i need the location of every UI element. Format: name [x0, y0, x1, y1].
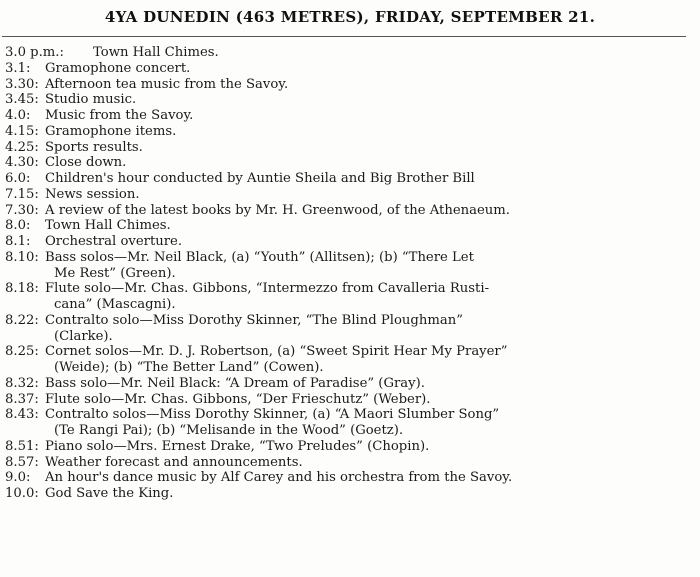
program-time: 4.15: — [5, 123, 39, 139]
program-entry — [5, 250, 695, 282]
program-listing — [5, 45, 695, 502]
program-entry — [5, 140, 695, 156]
program-entry-line — [5, 392, 695, 408]
program-entry-line — [5, 281, 695, 297]
program-entry — [5, 455, 695, 471]
program-description: Bass solos—Mr. Neil Black, (a) “Youth” (Allitsen); (b) “There Let — [45, 249, 474, 265]
program-time: 7.30: — [5, 202, 39, 218]
program-time: 3.30: — [5, 76, 39, 92]
program-time: 9.0: — [5, 470, 31, 486]
program-entry-line — [5, 155, 695, 171]
program-entry — [5, 486, 695, 502]
program-description: Bass solo—Mr. Neil Black: “A Dream of Paradise” (Gray). — [45, 375, 425, 391]
program-time: 4.0: — [5, 108, 31, 123]
program-entry — [5, 313, 695, 345]
program-description: Contralto solo—Miss Dorothy Skinner, “The Blind Ploughman” — [45, 312, 463, 328]
program-time: 4.25: — [5, 139, 39, 155]
program-entry-line — [5, 92, 695, 108]
program-description: Town Hall Chimes. — [45, 218, 171, 234]
page-title: 4YA DUNEDIN (463 METRES), FRIDAY, SEPTEMBER 21. — [104, 8, 596, 26]
program-time: 10.0: — [5, 486, 39, 501]
program-entry-line — [5, 250, 695, 266]
program-description-continued: (Weide); (b) “The Better Land” (Cowen). — [54, 360, 324, 375]
program-entry-line — [5, 486, 695, 502]
program-entry-line — [5, 407, 695, 423]
program-description: A review of the latest books by Mr. H. Greenwood, of the Athenaeum. — [45, 202, 510, 218]
program-description: Cornet solos—Mr. D. J. Robertson, (a) “Sweet Spirit Hear My Prayer” — [45, 344, 508, 360]
program-description: Gramophone items. — [45, 123, 177, 139]
program-description: Orchestral overture. — [45, 234, 183, 249]
program-entry-line — [5, 218, 695, 234]
program-entry — [5, 281, 695, 313]
program-entry-line — [5, 171, 695, 187]
program-description: Contralto solos—Miss Dorothy Skinner, (a) “A Maori Slumber Song” — [45, 407, 500, 423]
program-entry-line — [5, 376, 695, 392]
program-description: News session. — [45, 186, 140, 202]
program-entry-line — [5, 77, 695, 93]
program-description-continued: (Te Rangi Pai); (b) “Melisande in the Wood” (Goetz). — [54, 423, 404, 438]
program-description: Afternoon tea music from the Savoy. — [45, 76, 289, 92]
program-time: 8.25: — [5, 344, 39, 360]
program-entry — [5, 187, 695, 203]
program-entry-line — [5, 203, 695, 219]
program-description: An hour's dance music by Alf Carey and his orchestra from the Savoy. — [45, 470, 513, 486]
program-time: 8.43: — [5, 407, 39, 423]
program-time: 8.37: — [5, 391, 39, 407]
program-entry — [5, 376, 695, 392]
program-entry — [5, 155, 695, 171]
program-description: Flute solo—Mr. Chas. Gibbons, “Intermezzo from Cavalleria Rusti- — [45, 281, 490, 297]
program-time: 8.51: — [5, 438, 39, 454]
title-divider — [2, 36, 686, 37]
program-entry — [5, 45, 695, 61]
program-time: 3.45: — [5, 92, 39, 108]
program-entry — [5, 124, 695, 140]
program-entry — [5, 234, 695, 250]
program-entry-line — [5, 140, 695, 156]
program-entry — [5, 392, 695, 408]
program-entry-line — [5, 234, 695, 250]
program-description: Town Hall Chimes. — [93, 45, 219, 60]
program-time: 6.0: — [5, 171, 31, 186]
program-entry-line — [5, 124, 695, 140]
program-time: 8.10: — [5, 249, 39, 265]
program-entry-line — [5, 61, 695, 77]
program-description: God Save the King. — [45, 486, 174, 501]
program-entry-line — [5, 439, 695, 455]
program-time: 8.0: — [5, 218, 31, 234]
program-time: 7.15: — [5, 186, 39, 202]
program-description: Studio music. — [45, 92, 137, 108]
program-entry-line — [5, 470, 695, 486]
program-entry-line — [5, 187, 695, 203]
program-description-continued: (Clarke). — [54, 328, 113, 344]
program-time: 4.30: — [5, 155, 39, 171]
program-description: Close down. — [45, 155, 127, 171]
program-description: Children's hour conducted by Auntie Sheila and Big Brother Bill — [45, 171, 475, 186]
program-entry-line — [5, 45, 695, 61]
program-entry — [5, 61, 695, 77]
program-time: 8.1: — [5, 234, 31, 249]
program-entry — [5, 218, 695, 234]
program-entry — [5, 203, 695, 219]
program-time: 8.22: — [5, 312, 39, 328]
program-time: 8.32: — [5, 375, 39, 391]
program-entry — [5, 92, 695, 108]
program-description-continued: cana” (Mascagni). — [54, 297, 176, 312]
program-entry — [5, 344, 695, 376]
program-entry — [5, 77, 695, 93]
program-description-continued: Me Rest” (Green). — [54, 265, 176, 281]
program-description: Music from the Savoy. — [45, 108, 194, 123]
program-description: Piano solo—Mrs. Ernest Drake, “Two Preludes” (Chopin). — [45, 438, 430, 454]
program-time: 3.1: — [5, 60, 31, 76]
program-entry — [5, 470, 695, 486]
program-entry — [5, 171, 695, 187]
program-description: Flute solo—Mr. Chas. Gibbons, “Der Frieschutz” (Weber). — [45, 391, 431, 407]
program-entry — [5, 407, 695, 439]
program-entry — [5, 439, 695, 455]
program-time: 3.0 p.m.: — [5, 45, 64, 60]
program-entry-line — [5, 313, 695, 329]
program-entry-line — [5, 344, 695, 360]
program-entry — [5, 108, 695, 124]
program-time: 8.18: — [5, 281, 39, 297]
program-description: Weather forecast and announcements. — [45, 454, 303, 470]
program-description: Gramophone concert. — [45, 60, 191, 76]
program-entry-line — [5, 108, 695, 124]
program-time: 8.57: — [5, 454, 39, 470]
program-description: Sports results. — [45, 139, 143, 155]
program-entry-line — [5, 455, 695, 471]
